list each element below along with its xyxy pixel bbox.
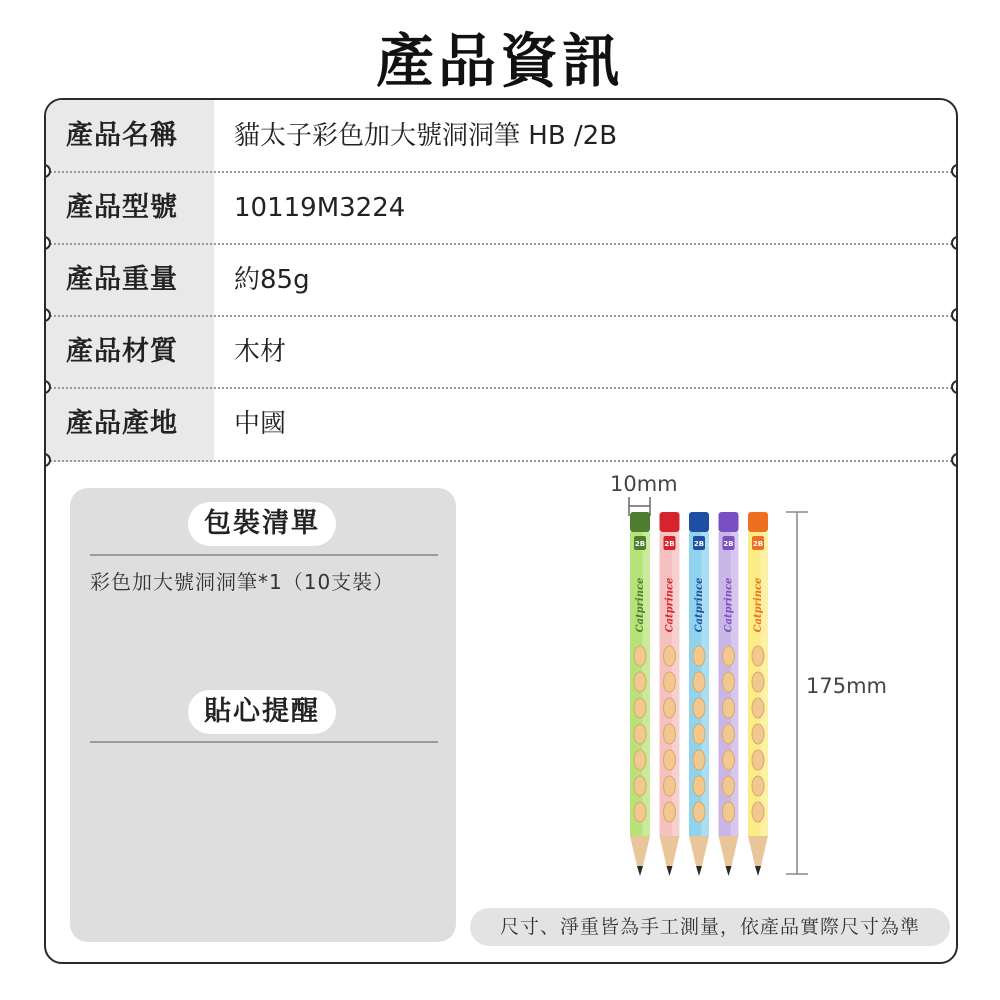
grip-hole	[723, 698, 735, 718]
spec-value-name: 貓太子彩色加大號洞洞筆 HB /2B	[234, 121, 618, 151]
grip-hole	[723, 776, 735, 796]
grip-hole	[634, 776, 646, 796]
product-info-card	[44, 98, 958, 964]
grip-hole	[752, 724, 764, 744]
grip-hole	[634, 698, 646, 718]
spec-label-model: 產品型號	[66, 192, 178, 223]
brand-label: Catprince	[664, 577, 676, 633]
pencil-lead	[696, 866, 702, 876]
grip-hole	[664, 750, 676, 770]
grip-hole	[634, 802, 646, 822]
pencil-cap	[630, 512, 650, 532]
grip-hole	[723, 724, 735, 744]
grip-hole	[752, 646, 764, 666]
grip-hole	[693, 724, 705, 744]
grip-hole	[634, 750, 646, 770]
pencil	[630, 512, 650, 876]
pencil	[719, 512, 739, 876]
grip-hole	[634, 724, 646, 744]
pencil-tip-wood	[748, 836, 768, 866]
spec-label-name: 產品名稱	[66, 120, 178, 151]
spec-label-origin: 產品產地	[66, 408, 178, 439]
pencil-cap	[748, 512, 768, 532]
grip-hole	[634, 672, 646, 692]
grip-hole	[752, 802, 764, 822]
grip-hole	[664, 776, 676, 796]
width-dimension-label: 10mm	[610, 472, 678, 496]
pencils-illustration	[46, 100, 956, 962]
grip-hole	[693, 802, 705, 822]
grip-hole	[723, 646, 735, 666]
grip-hole	[752, 776, 764, 796]
pencil-lead	[637, 866, 643, 876]
grade-label: 2B	[723, 540, 734, 548]
length-dimension-label: 175mm	[806, 674, 887, 698]
grip-hole	[634, 646, 646, 666]
pencil-lead	[726, 866, 732, 876]
grade-label: 2B	[664, 540, 675, 548]
spec-value-model: 10119M3224	[234, 193, 406, 223]
pencil	[660, 512, 680, 876]
grip-hole	[664, 646, 676, 666]
pencil-tip-wood	[689, 836, 709, 866]
tips-title: 貼心提醒	[188, 690, 336, 734]
brand-label: Catprince	[635, 577, 646, 633]
spec-value-material: 木材	[234, 337, 287, 367]
brand-label: Catprince	[694, 577, 705, 633]
grip-hole	[723, 802, 735, 822]
grade-label: 2B	[634, 540, 646, 548]
brand-label: Catprince	[753, 577, 764, 633]
grip-hole	[693, 698, 705, 718]
brand-label: Catprince	[723, 577, 735, 633]
pencil-cap	[660, 512, 680, 532]
pencil	[689, 512, 709, 876]
grip-hole	[664, 698, 676, 718]
length-dimension-bracket	[786, 512, 808, 874]
pencil	[748, 512, 768, 876]
grip-hole	[693, 672, 705, 692]
pencil-cap	[719, 512, 739, 532]
grip-hole	[723, 672, 735, 692]
grade-label: 2B	[752, 540, 764, 548]
grip-hole	[752, 672, 764, 692]
spec-value-weight: 約85g	[234, 265, 310, 295]
grip-hole	[664, 724, 676, 744]
grip-hole	[693, 646, 705, 666]
package-list-title: 包裝清單	[188, 502, 336, 546]
pencil-tip-wood	[630, 836, 650, 866]
grip-hole	[664, 672, 676, 692]
measurement-note: 尺寸、淨重皆為手工測量，依產品實際尺寸為準	[470, 908, 950, 946]
grip-hole	[693, 776, 705, 796]
pencil-tip-wood	[660, 836, 680, 866]
pencil-tip-wood	[719, 836, 739, 866]
spec-label-material: 產品材質	[66, 336, 178, 367]
package-contents: 彩色加大號洞洞筆*1（10支裝）	[90, 570, 395, 594]
grip-hole	[752, 750, 764, 770]
page-title: 產品資訊	[375, 27, 624, 95]
spec-value-origin: 中國	[234, 409, 287, 439]
pencil-cap	[689, 512, 709, 532]
grip-hole	[664, 802, 676, 822]
pencil-lead	[755, 866, 761, 876]
grip-hole	[752, 698, 764, 718]
grip-hole	[693, 750, 705, 770]
spec-label-weight: 產品重量	[66, 264, 178, 295]
grip-hole	[723, 750, 735, 770]
grade-label: 2B	[693, 540, 705, 548]
pencil-lead	[667, 866, 673, 876]
